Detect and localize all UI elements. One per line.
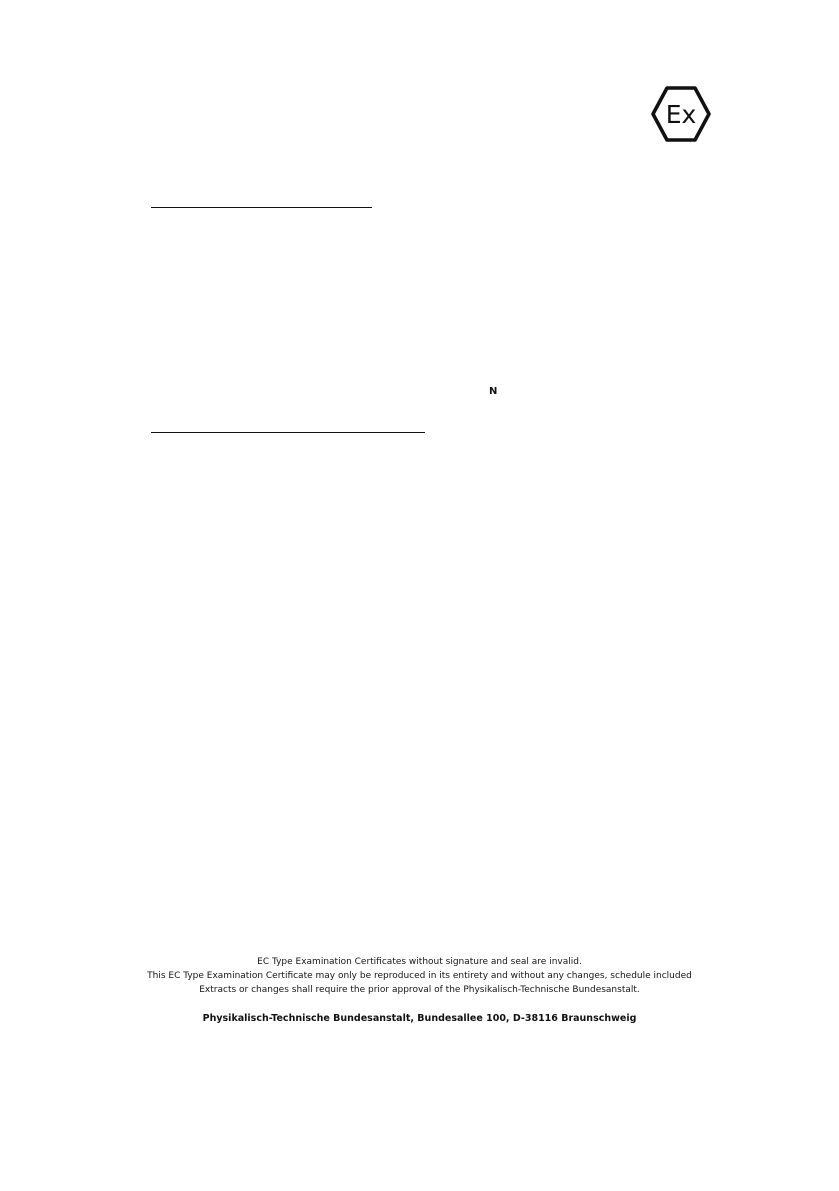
ex-logo-text: Ex: [665, 100, 697, 129]
footer-extracts-notice: Extracts or changes shall require the prior approval of the Physikalisch-Technische Bundesanstalt.: [199, 985, 640, 995]
footer-address: Physikalisch-Technische Bundesanstalt, Bundesallee 100, D-38116 Braunschweig: [202, 1013, 637, 1024]
ex-explosion-protection-icon: [651, 86, 711, 142]
certificate-footer: [0, 955, 839, 1026]
stray-letter: N: [489, 386, 498, 397]
section-rule-lower: [151, 432, 425, 433]
footer-reproduction-notice: This EC Type Examination Certificate may only be reproduced in its entirety and without any changes, schedule included: [147, 971, 692, 981]
section-rule-upper: [151, 207, 372, 208]
footer-validity-notice: EC Type Examination Certificates without signature and seal are invalid.: [257, 957, 582, 967]
